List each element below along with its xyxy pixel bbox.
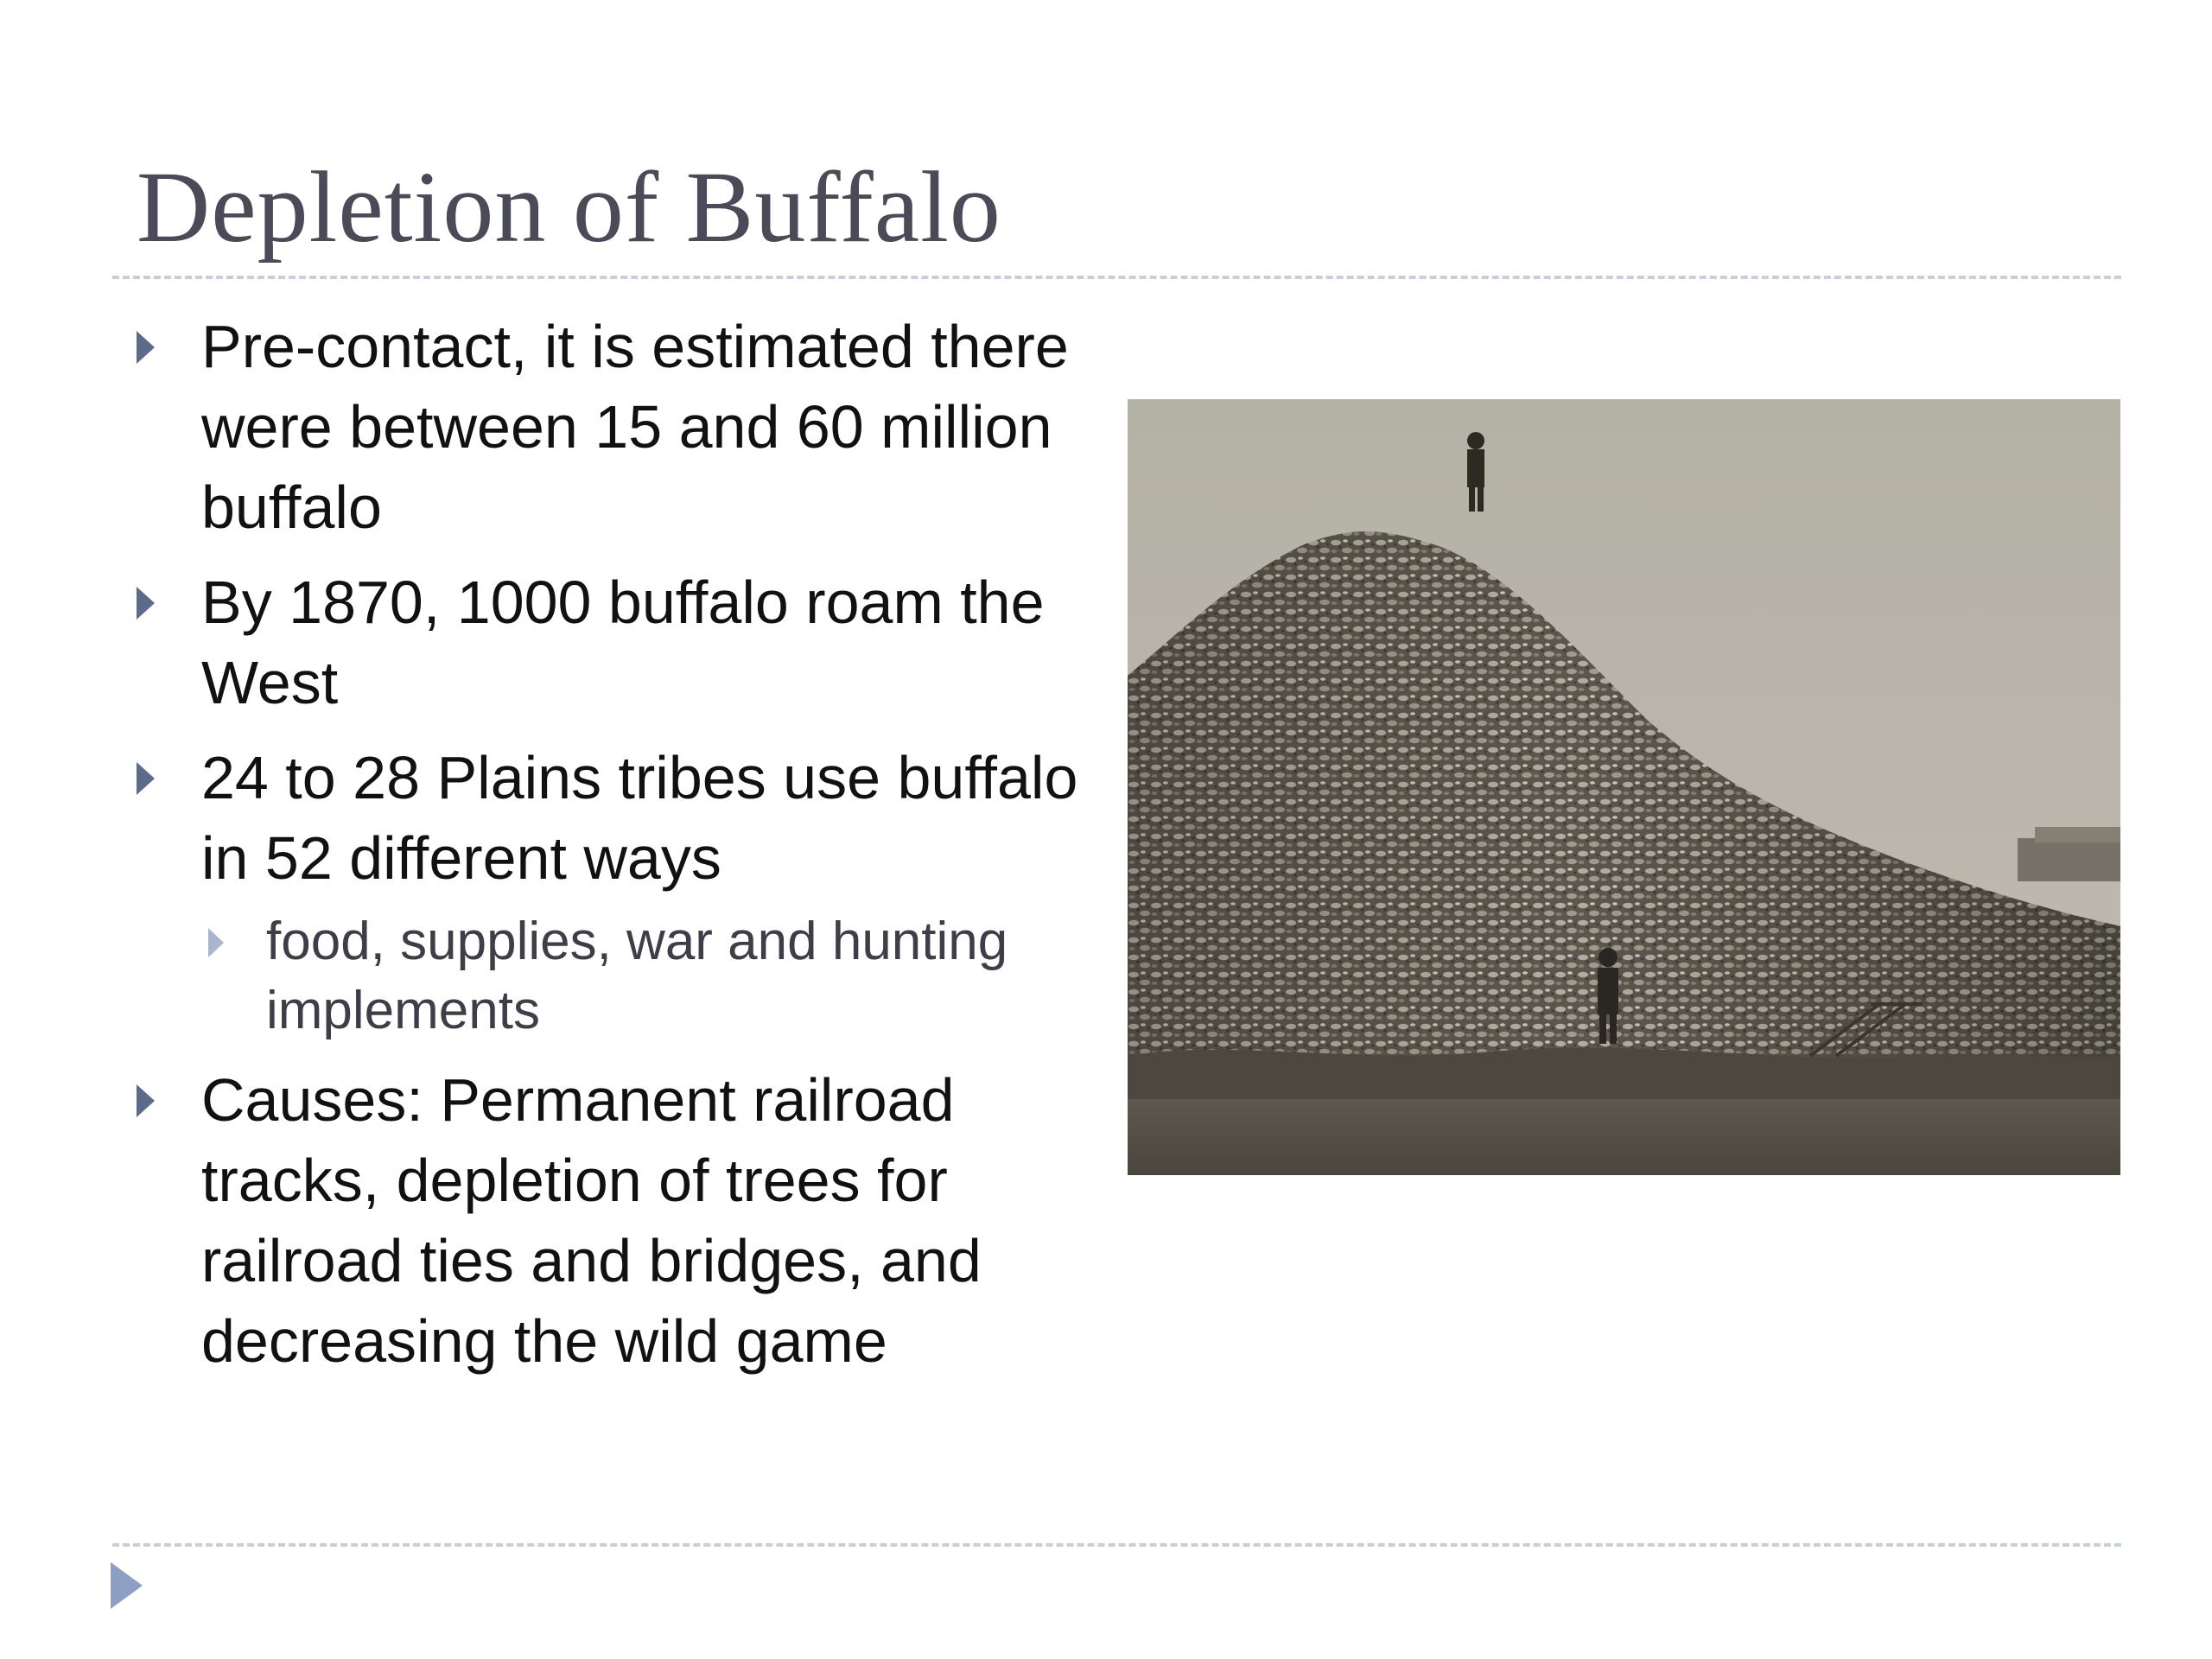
bullet-triangle-icon	[137, 331, 155, 364]
slide-title: Depletion of Buffalo	[137, 150, 1001, 264]
footer-divider	[112, 1543, 2121, 1547]
bullet-list	[130, 307, 1097, 1396]
bullet-item	[130, 563, 1097, 723]
buffalo-skull-pile-photo	[1128, 399, 2120, 1175]
bullet-triangle-icon	[137, 1084, 155, 1117]
bullet-item	[130, 738, 1097, 1046]
sub-bullet-triangle-icon	[208, 928, 224, 957]
sub-bullet-list	[201, 907, 1097, 1046]
bullet-item	[130, 307, 1097, 548]
sub-bullet-item	[201, 907, 1097, 1046]
bullet-triangle-icon	[137, 587, 155, 620]
photo-illustration	[1128, 399, 2120, 1175]
bullet-text: By 1870, 1000 buffalo roam the West	[201, 569, 1045, 716]
triangle-right-icon	[111, 1562, 143, 1609]
title-divider	[112, 276, 2121, 279]
bullet-triangle-icon	[137, 762, 155, 795]
sub-bullet-text: food, supplies, war and hunting implements	[266, 912, 1008, 1040]
bullet-text: 24 to 28 Plains tribes use buffalo in 52 different ways	[201, 744, 1078, 892]
bullet-item	[130, 1060, 1097, 1382]
bullet-text: Causes: Permanent railroad tracks, depletion of trees for railroad ties and bridges, and decreasing the wild game	[201, 1066, 982, 1375]
bullet-text: Pre-contact, it is estimated there were between 15 and 60 million buffalo	[201, 313, 1069, 541]
